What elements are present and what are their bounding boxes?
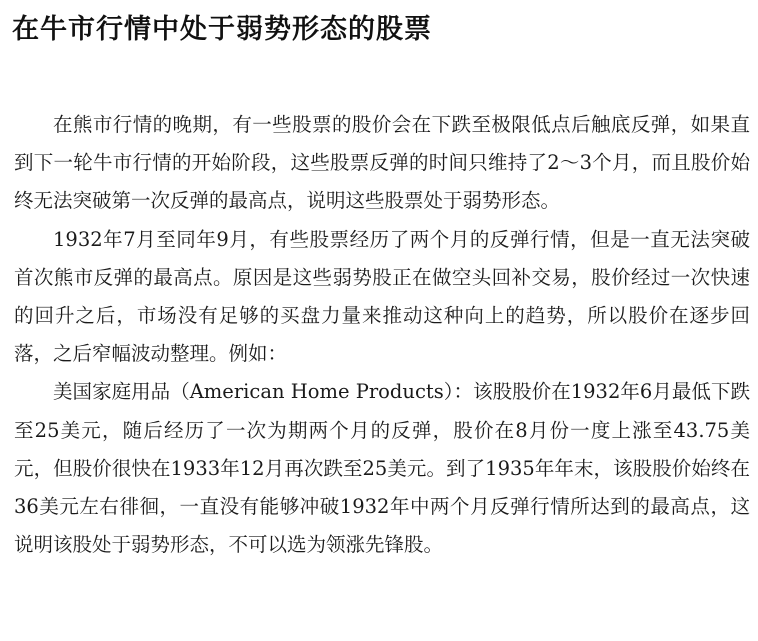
paragraph-1: 在熊市行情的晚期，有一些股票的股价会在下跌至极限低点后触底反弹，如果直到下一轮牛市行情的开始阶段，这些股票反弹的时间只维持了2～3个月，而且股价始终无法突破第一次反弹的最高点，说明这些股票处于弱势形态。 bbox=[14, 113, 750, 213]
paragraph-3: 美国家庭用品（American Home Products）：该股股价在1932年6月最低下跌至25美元，随后经历了一次为期两个月的反弹，股价在8月份一度上涨至43.75美元，但股价很快在1933年12月再次跌至25美元。到了1935年年末，该股股价始终在36美元左右徘徊，一直没有能够冲破1932年中两个月反弹行情所达到的最高点，这说明该股处于弱势形态，不可以选为领涨先锋股。 bbox=[14, 380, 750, 557]
page-title: 在牛市行情中处于弱势形态的股票 bbox=[12, 14, 432, 45]
paragraph-2: 1932年7月至同年9月，有些股票经历了两个月的反弹行情，但是一直无法突破首次熊市反弹的最高点。原因是这些弱势股正在做空头回补交易，股价经过一次快速的回升之后，市场没有足够的买盘力量来推动这种向上的趋势，所以股价在逐步回落，之后窄幅波动整理。例如： bbox=[14, 227, 750, 366]
body-text bbox=[14, 106, 750, 564]
